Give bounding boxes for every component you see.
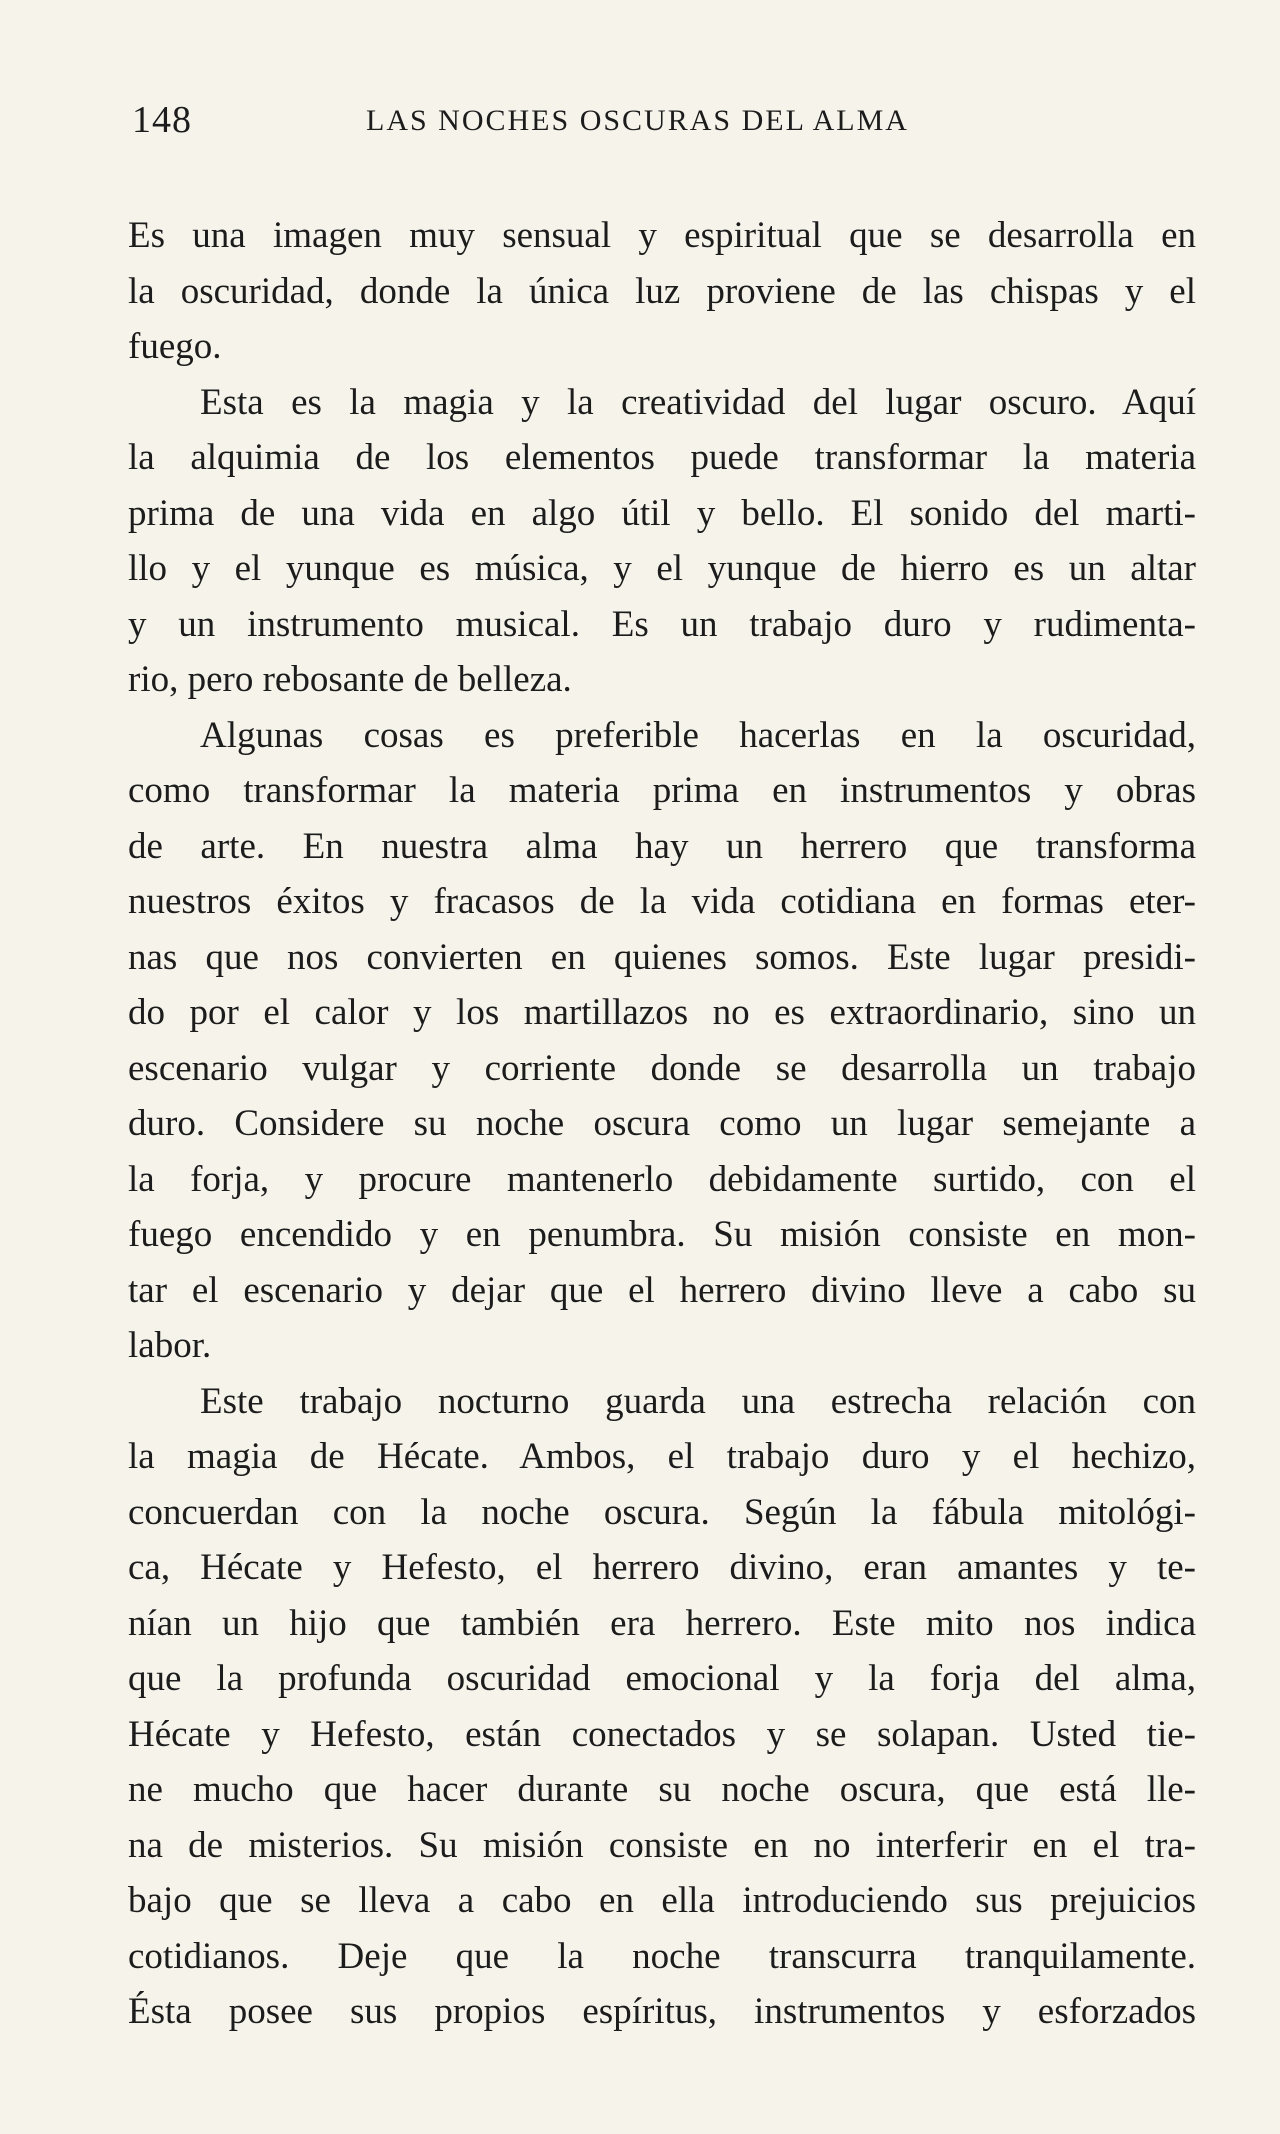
text-line: de arte. En nuestra alma hay un herrero que transforma [128, 825, 1196, 867]
text-line: rio, pero rebosante de belleza. [128, 659, 572, 700]
page-number: 148 [132, 99, 192, 141]
text-line: do por el calor y los martillazos no es extraordinario, sino un [128, 992, 1196, 1033]
text-line: Hécate y Hefesto, están conectados y se solapan. Usted tie- [128, 1713, 1196, 1755]
text-line: concuerdan con la noche oscura. Según la fábula mitológi- [128, 1491, 1196, 1533]
text-line: Este trabajo nocturno guarda una estrecha relación con [200, 1380, 1196, 1422]
text-line: que la profunda oscuridad emocional y la forja del alma, [128, 1658, 1196, 1699]
text-line: la forja, y procure mantenerlo debidamente surtido, con el [128, 1158, 1196, 1200]
text-line: labor. [128, 1325, 212, 1366]
text-line: nas que nos convierten en quienes somos. Este lugar presidi- [128, 936, 1196, 978]
text-line: nuestros éxitos y fracasos de la vida cotidiana en formas eter- [128, 881, 1196, 922]
text-line: tar el escenario y dejar que el herrero divino lleve a cabo su [128, 1269, 1196, 1311]
text-line: como transformar la materia prima en instrumentos y obras [128, 770, 1196, 811]
text-line: ca, Hécate y Hefesto, el herrero divino, eran amantes y te- [128, 1547, 1196, 1588]
text-line: la magia de Hécate. Ambos, el trabajo duro y el hechizo, [128, 1436, 1196, 1477]
body-text [128, 208, 1196, 2040]
text-line: duro. Considere su noche oscura como un lugar semejante a [128, 1103, 1196, 1144]
text-line: bajo que se lleva a cabo en ella introduciendo sus prejuicios [128, 1880, 1196, 1921]
text-line: prima de una vida en algo útil y bello. El sonido del marti- [128, 492, 1196, 534]
text-line: Algunas cosas es preferible hacerlas en la oscuridad, [200, 714, 1196, 756]
text-line: Es una imagen muy sensual y espiritual que se desarrolla en [128, 215, 1196, 256]
text-line: cotidianos. Deje que la noche transcurra tranquilamente. [128, 1935, 1196, 1977]
text-line: ne mucho que hacer durante su noche oscura, que está lle- [128, 1769, 1196, 1810]
text-line: Ésta posee sus propios espíritus, instrumentos y esforzados [128, 1991, 1196, 2032]
page-header [132, 98, 1132, 148]
text-line: escenario vulgar y corriente donde se desarrolla un trabajo [128, 1047, 1196, 1089]
text-line: fuego encendido y en penumbra. Su misión consiste en mon- [128, 1214, 1196, 1255]
text-line: fuego. [128, 326, 222, 367]
text-line: la alquimia de los elementos puede transformar la materia [128, 437, 1196, 478]
text-line: na de misterios. Su misión consiste en no interferir en el tra- [128, 1824, 1196, 1866]
text-line: nían un hijo que también era herrero. Este mito nos indica [128, 1602, 1196, 1644]
running-title: LAS NOCHES OSCURAS DEL ALMA [366, 104, 909, 137]
text-line: Esta es la magia y la creatividad del lugar oscuro. Aquí [200, 381, 1196, 423]
text-line: la oscuridad, donde la única luz proviene de las chispas y el [128, 270, 1196, 312]
text-line: y un instrumento musical. Es un trabajo duro y rudimenta- [128, 603, 1196, 645]
text-line: llo y el yunque es música, y el yunque de hierro es un altar [128, 548, 1196, 589]
